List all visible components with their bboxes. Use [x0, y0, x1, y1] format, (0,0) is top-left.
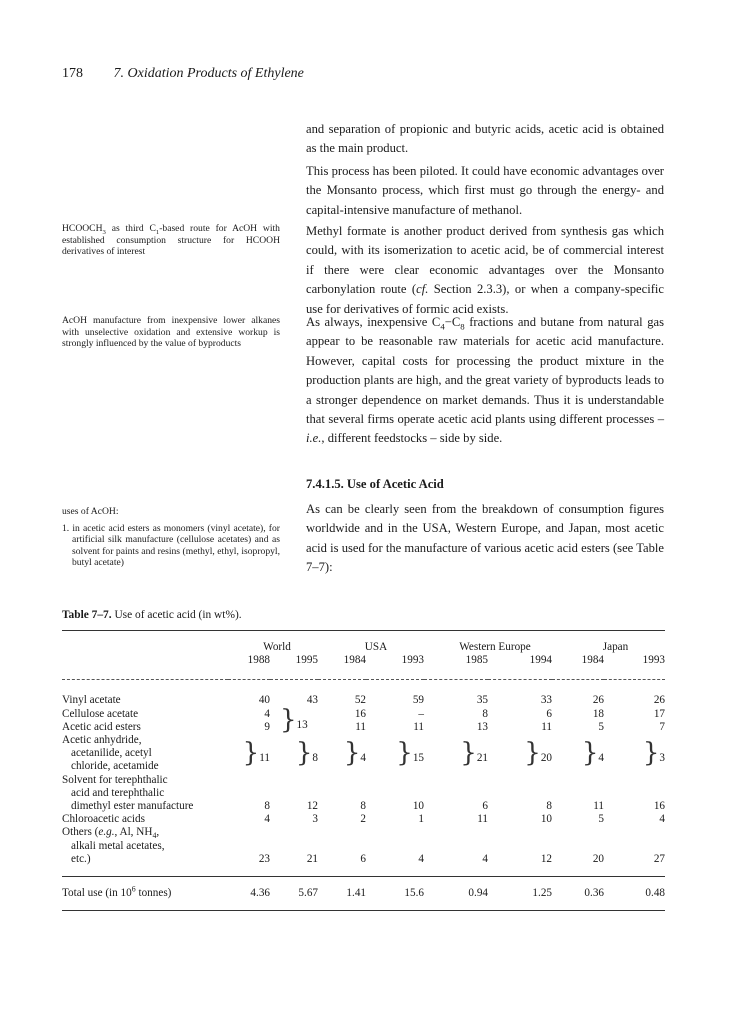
table-row: Acetic anhydride, acetanilide, acetyl chloride, acetamide }11 }8 }4 }15 }21 }20 }4 }3: [62, 734, 665, 773]
chapter-title: 7. Oxidation Products of Ethylene: [113, 66, 304, 81]
running-header: [62, 66, 304, 82]
acetic-acid-use-table: [62, 630, 665, 911]
margin-note-uses: uses of AcOH: 1. in acetic acid esters as monomers (vinyl acetate), for artificial silk manufacture (cellulose acetates) and as solvent for paints and resins (methyl, ethyl, isopropyl, butyl acetate): [62, 506, 280, 569]
paragraph-3: Methyl formate is another product derived from synthesis gas which could, with its isomerization to acetic acid, be of commercial interest if there were clear economic advantages over the Monsanto carbonylation route (cf. Section 2.3.3), or when a company-specific use for derivatives of formic acid exists.: [306, 224, 664, 316]
table-row: Vinyl acetate 40 43 52 59 35 33 26 26: [62, 694, 665, 707]
section-heading: 7.4.1.5. Use of Acetic Acid: [306, 477, 444, 491]
table-row: Solvent for terephthalic acid and terephthalic dimethyl ester manufacture 8 12 8 10 6 8 11 16: [62, 773, 665, 813]
world-1995-combined: }13: [280, 704, 308, 735]
paragraph-5: As can be clearly seen from the breakdown of consumption figures worldwide and in the USA, Western Europe, and Japan, most acetic acid is used for the manufacture of various acetic acid esters (see Table 7–7):: [306, 502, 664, 575]
paragraph-1: and separation of propionic and butyric acids, acetic acid is obtained as the main product.: [306, 122, 664, 156]
table-row: Chloroacetic acids 4 3 2 1 11 10 5 4: [62, 813, 665, 826]
table-row-total: Total use (in $10^6$ tonnes) 4.36 5.67 1.41 15.6 0.94 1.25 0.36 0.48: [62, 877, 665, 911]
paragraph-4: As always, inexpensive $C_4-C_8$ fractions and butane from natural gas appear to be reasonable raw materials for acetic acid manufacture. However, capital costs for processing the product mixture in the production plants are high, and the great variety of byproducts leads to a stronger dependence on market demands. Thus it is understandable that several firms operate acetic acid plants using different processes – i.e., different feedstocks – side by side.: [306, 315, 664, 446]
page-number: 178: [62, 66, 83, 81]
table-row: Others (e.g., Al, $NH_4$, alkali metal acetates, etc.) 23 21 6 4 4 12 20 27: [62, 826, 665, 876]
table-header-regions: [62, 631, 665, 655]
table-row: Cellulose acetate 4 }13 16 – 8 6 18 17: [62, 704, 665, 735]
region-usa: USA: [364, 641, 388, 653]
margin-note-hcooch3: $HCOOCH_3$ as third $C_1$-based route for AcOH with established consumption structure for HCOOH derivatives of interest: [62, 223, 280, 258]
region-japan: Japan: [602, 641, 629, 653]
table-header-years: 1988 1995 1984 1993 1985 1994 1984 1993: [62, 654, 665, 680]
region-world: World: [263, 641, 291, 653]
paragraph-2: This process has been piloted. It could have economic advantages over the Monsanto process, which first must go through the energy- and capital-intensive manufacture of methanol.: [306, 164, 664, 217]
margin-note-alkanes: AcOH manufacture from inexpensive lower alkanes with unselective oxidation and extensive workup is strongly influenced by the value of byproducts: [62, 315, 280, 350]
table-row: Acetic acid esters 9 11 11 13 11 5 7: [62, 720, 665, 733]
table-caption: Table 7–7. Use of acetic acid (in wt%).: [62, 609, 242, 621]
region-western-europe: Western Europe: [459, 641, 531, 653]
